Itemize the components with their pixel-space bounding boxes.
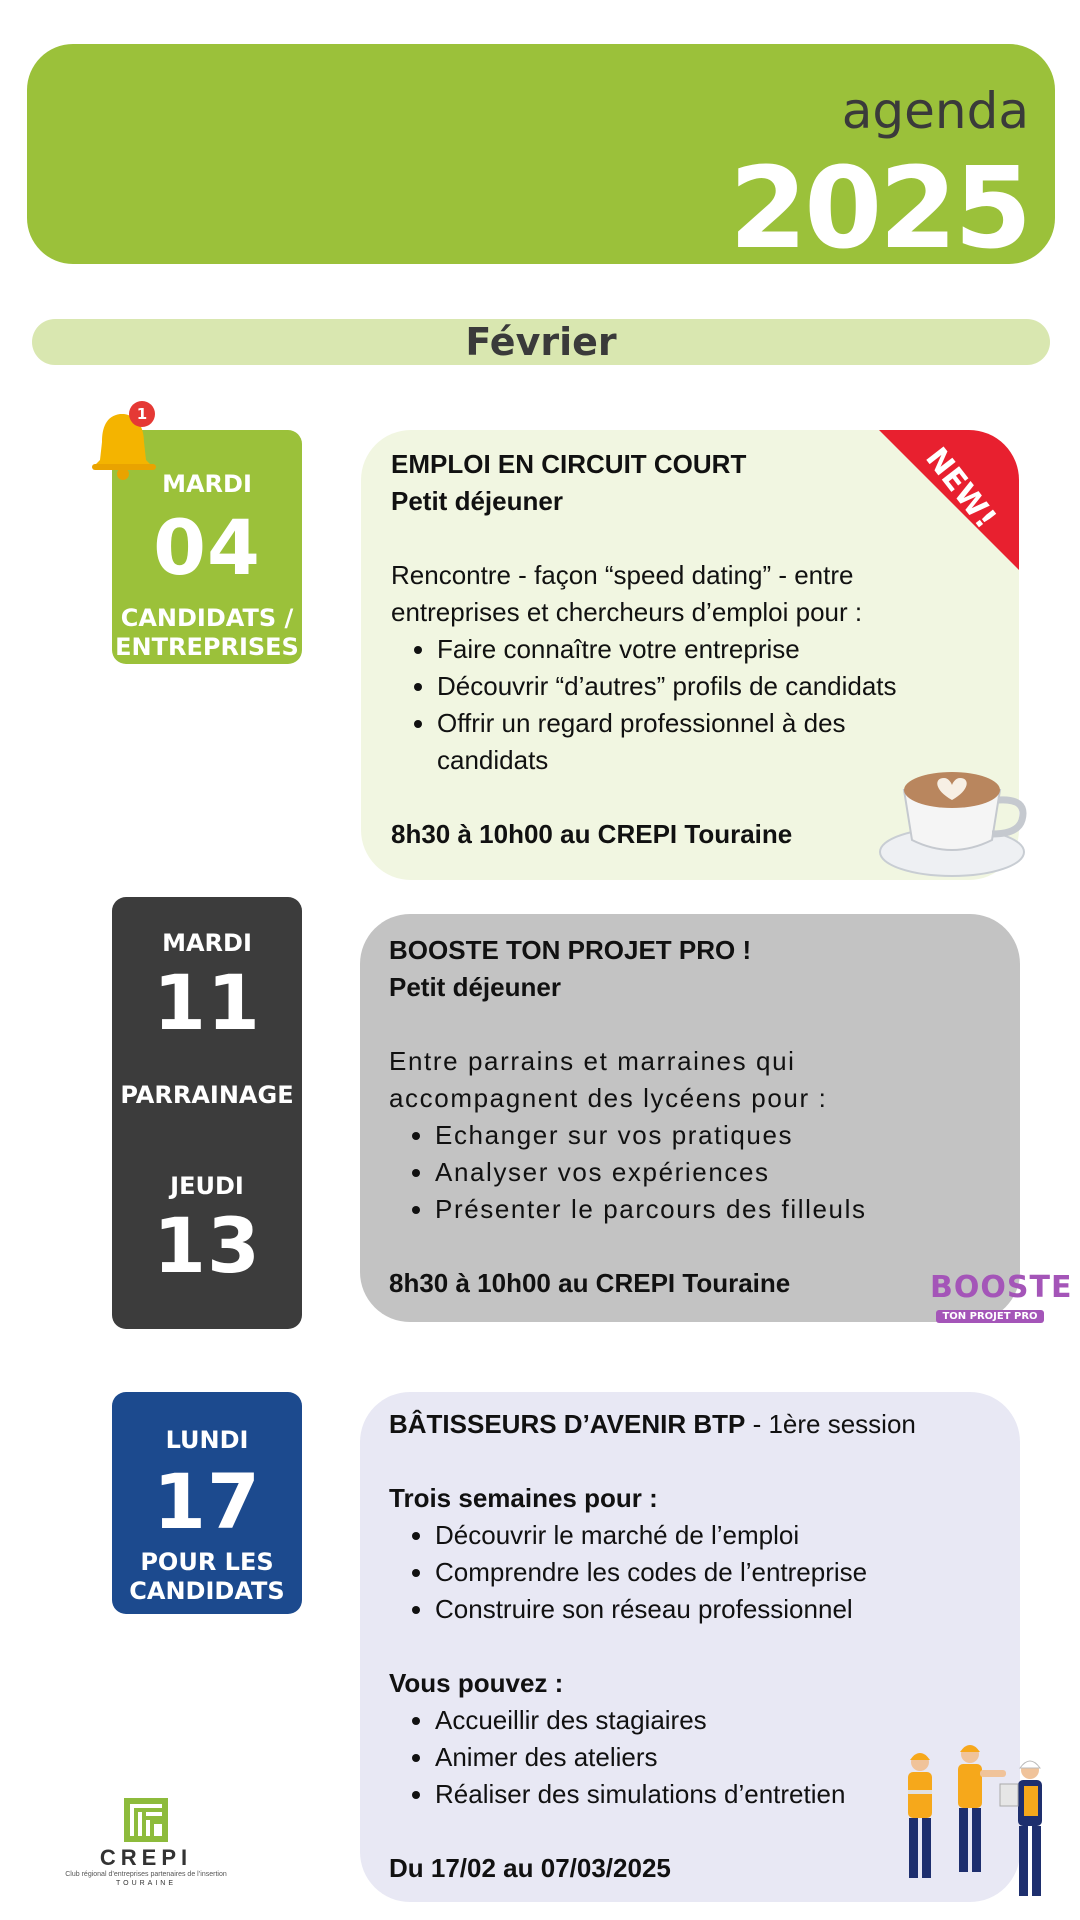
new-ribbon-badge [879, 430, 1019, 570]
list-item: • Animer des ateliers [435, 1739, 990, 1776]
day-name: JEUDI [170, 1171, 244, 1200]
booste-logo-tag: TON PROJET PRO [936, 1310, 1043, 1323]
day-number: 17 [153, 1457, 261, 1546]
section-heading: Trois semaines pour : [389, 1483, 658, 1513]
list-item: • Accueillir des stagiaires [435, 1702, 990, 1739]
event-intro-line-1: Entre parrains et marraines qui [389, 1046, 796, 1076]
coffee-cup-icon [872, 742, 1032, 882]
event-intro-line-2: entreprises et chercheurs d’emploi pour : [391, 597, 863, 627]
event-footer: 8h30 à 10h00 au CREPI Touraine [391, 819, 793, 849]
list-item: • Analyser vos expériences [435, 1154, 990, 1191]
day-number: 04 [153, 503, 261, 592]
list-item: • Découvrir le marché de l’emploi [435, 1517, 990, 1554]
date-badge-event-2 [112, 897, 302, 1329]
audience-label: PARRAINAGE [120, 1081, 294, 1109]
event-title-line [389, 1406, 990, 1443]
audience-line-1: POUR LES [140, 1548, 274, 1576]
crepi-logo [56, 1796, 236, 1888]
crepi-logo-name: CREPI [99, 1845, 193, 1870]
construction-workers-icon [890, 1740, 1065, 1910]
year-title: 2025 [729, 144, 1029, 274]
event-title: BÂTISSEURS D’AVENIR BTP [389, 1409, 746, 1439]
audience-line-2: ENTREPRISES [115, 632, 299, 661]
day-name: MARDI [162, 929, 252, 957]
event-title: EMPLOI EN CIRCUIT COURT [391, 449, 747, 479]
event-subtitle: Petit déjeuner [389, 972, 561, 1002]
event-card-2 [360, 914, 1020, 1322]
list-item: • Réaliser des simulations d’entretien [435, 1776, 990, 1813]
list-item: • Echanger sur vos pratiques [435, 1117, 990, 1154]
event-bullet-list [389, 1517, 990, 1628]
header-banner [27, 44, 1055, 274]
month-heading: Février [32, 319, 1050, 365]
bell-badge-count: 1 [136, 405, 148, 423]
event-title-suffix: - 1ère session [745, 1409, 916, 1439]
event-subtitle: Petit déjeuner [391, 486, 563, 516]
list-item: • Offrir un regard professionnel à des candidats [437, 705, 989, 779]
audience-line-2: CANDIDATS [129, 1576, 285, 1605]
day-number: 11 [153, 958, 261, 1047]
event-bullet-list [389, 1117, 990, 1228]
section-heading: Vous pouvez : [389, 1668, 564, 1698]
day-name: MARDI [162, 470, 252, 498]
crepi-logo-mark-icon [122, 1796, 170, 1844]
day-name: LUNDI [165, 1426, 249, 1454]
date-badge-event-3 [112, 1392, 302, 1614]
list-item: • Comprendre les codes de l’entreprise [435, 1554, 990, 1591]
crepi-logo-tagline: Club régional d’entreprises partenaires de l’insertion [65, 1871, 227, 1878]
crepi-logo-region: TOURAINE [115, 1880, 177, 1887]
booste-logo [930, 1270, 1073, 1323]
list-item: • Présenter le parcours des filleuls [435, 1191, 990, 1228]
event-footer: Du 17/02 au 07/03/2025 [389, 1853, 671, 1883]
list-item: • Découvrir “d’autres” profils de candidats [437, 668, 989, 705]
event-intro-line-1: Rencontre - façon “speed dating” - entre [391, 560, 854, 590]
booste-logo-word: BOOSTE [930, 1270, 1073, 1305]
new-badge-text: NEW! [918, 441, 1003, 536]
bell-icon [90, 400, 162, 480]
agenda-label: agenda [841, 82, 1029, 140]
list-item: • Faire connaître votre entreprise [437, 631, 989, 668]
audience-line-1: CANDIDATS / [120, 604, 294, 632]
list-item: • Construire son réseau professionnel [435, 1591, 990, 1628]
event-title: BOOSTE TON PROJET PRO ! [389, 935, 752, 965]
event-intro-line-2: accompagnent des lycéens pour : [389, 1083, 828, 1113]
event-footer: 8h30 à 10h00 au CREPI Touraine [389, 1268, 791, 1298]
day-number: 13 [153, 1200, 261, 1290]
